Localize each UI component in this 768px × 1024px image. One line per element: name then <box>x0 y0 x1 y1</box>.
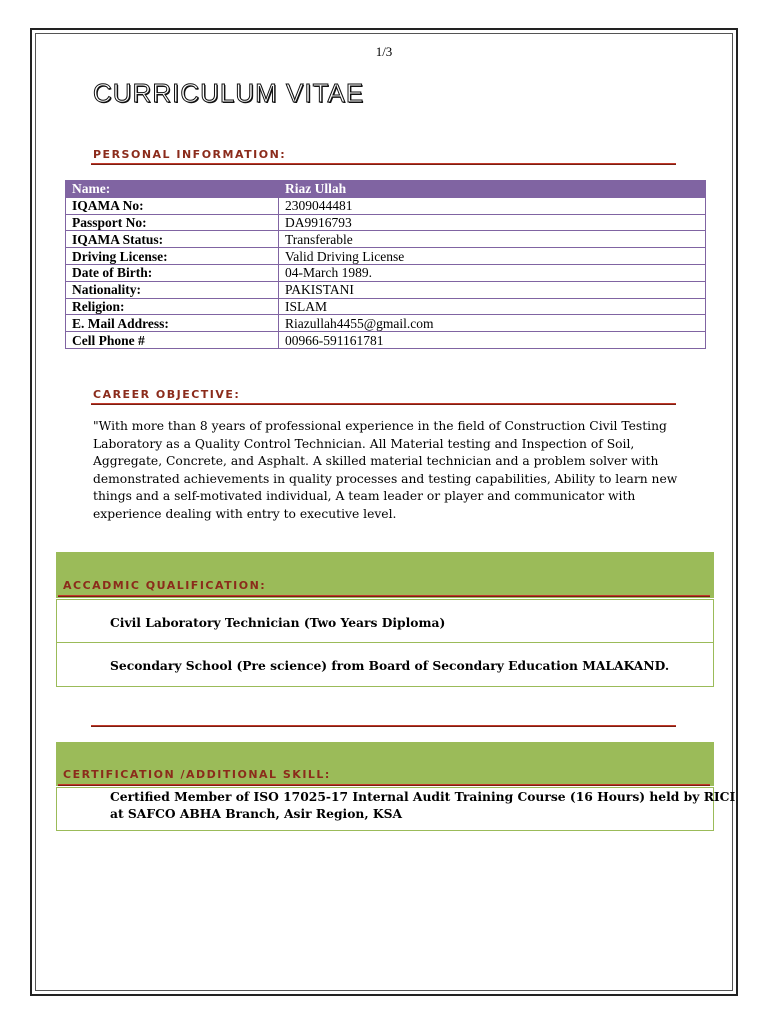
field-label: Name: <box>66 181 279 198</box>
field-label: Passport No: <box>66 214 279 231</box>
field-value: DA9916793 <box>279 214 706 231</box>
career-objective-heading: CAREER OBJECTIVE: <box>93 388 241 401</box>
field-label: Driving License: <box>66 248 279 265</box>
personal-info-table <box>65 180 706 349</box>
document-title: CURRICULUM VITAE <box>93 78 365 108</box>
table-row <box>66 264 706 281</box>
section-divider <box>58 595 710 597</box>
field-value: 00966-591161781 <box>279 332 706 349</box>
field-value: PAKISTANI <box>279 281 706 298</box>
field-value: Riaz Ullah <box>279 181 706 198</box>
certification-line: Certified Member of ISO 17025-17 Internal Audit Training Course (16 Hours) held by RICI <box>110 789 736 804</box>
table-row <box>66 248 706 265</box>
table-row <box>66 214 706 231</box>
field-value: Valid Driving License <box>279 248 706 265</box>
section-divider <box>91 725 676 727</box>
field-label: Date of Birth: <box>66 264 279 281</box>
field-value: 2309044481 <box>279 197 706 214</box>
field-label: E. Mail Address: <box>66 315 279 332</box>
table-row <box>66 181 706 198</box>
field-label: IQAMA No: <box>66 197 279 214</box>
list-item: Civil Laboratory Technician (Two Years Diploma) <box>110 615 446 630</box>
field-value: 04-March 1989. <box>279 264 706 281</box>
personal-information-heading: PERSONAL INFORMATION: <box>93 148 287 161</box>
table-row <box>66 332 706 349</box>
email-value: Riazullah4455@gmail.com <box>279 315 706 332</box>
career-objective-text: "With more than 8 years of professional experience in the field of Construction Civil Testing Laboratory as a Quality Control Technician. All Material testing and Inspection of Soil, Aggregate, Concrete, and Asphalt. A skilled material technician and a problem solver with demonstrated achievements in quality processes and testing capabilities, Ability to learn new things and a self-motivated individual, A team leader or player and communicator with experience dealing with entry to executive level. <box>93 419 678 521</box>
field-label: Cell Phone # <box>66 332 279 349</box>
section-divider <box>58 784 710 786</box>
table-row <box>66 197 706 214</box>
table-row <box>66 281 706 298</box>
table-row <box>66 315 706 332</box>
list-item: Secondary School (Pre science) from Board of Secondary Education MALAKAND. <box>110 658 670 673</box>
section-divider <box>91 163 676 165</box>
field-label: IQAMA Status: <box>66 231 279 248</box>
field-label: Religion: <box>66 298 279 315</box>
page-number: 1/3 <box>375 44 393 59</box>
field-value: Transferable <box>279 231 706 248</box>
table-row <box>66 298 706 315</box>
table-row <box>66 231 706 248</box>
certification-heading: CERTIFICATION /ADDITIONAL SKILL: <box>63 768 331 781</box>
field-value: ISLAM <box>279 298 706 315</box>
field-label: Nationality: <box>66 281 279 298</box>
section-divider <box>91 403 676 405</box>
certification-line: at SAFCO ABHA Branch, Asir Region, KSA <box>110 806 403 821</box>
academic-qualification-heading: ACCADMIC QUALIFICATION: <box>63 579 267 592</box>
